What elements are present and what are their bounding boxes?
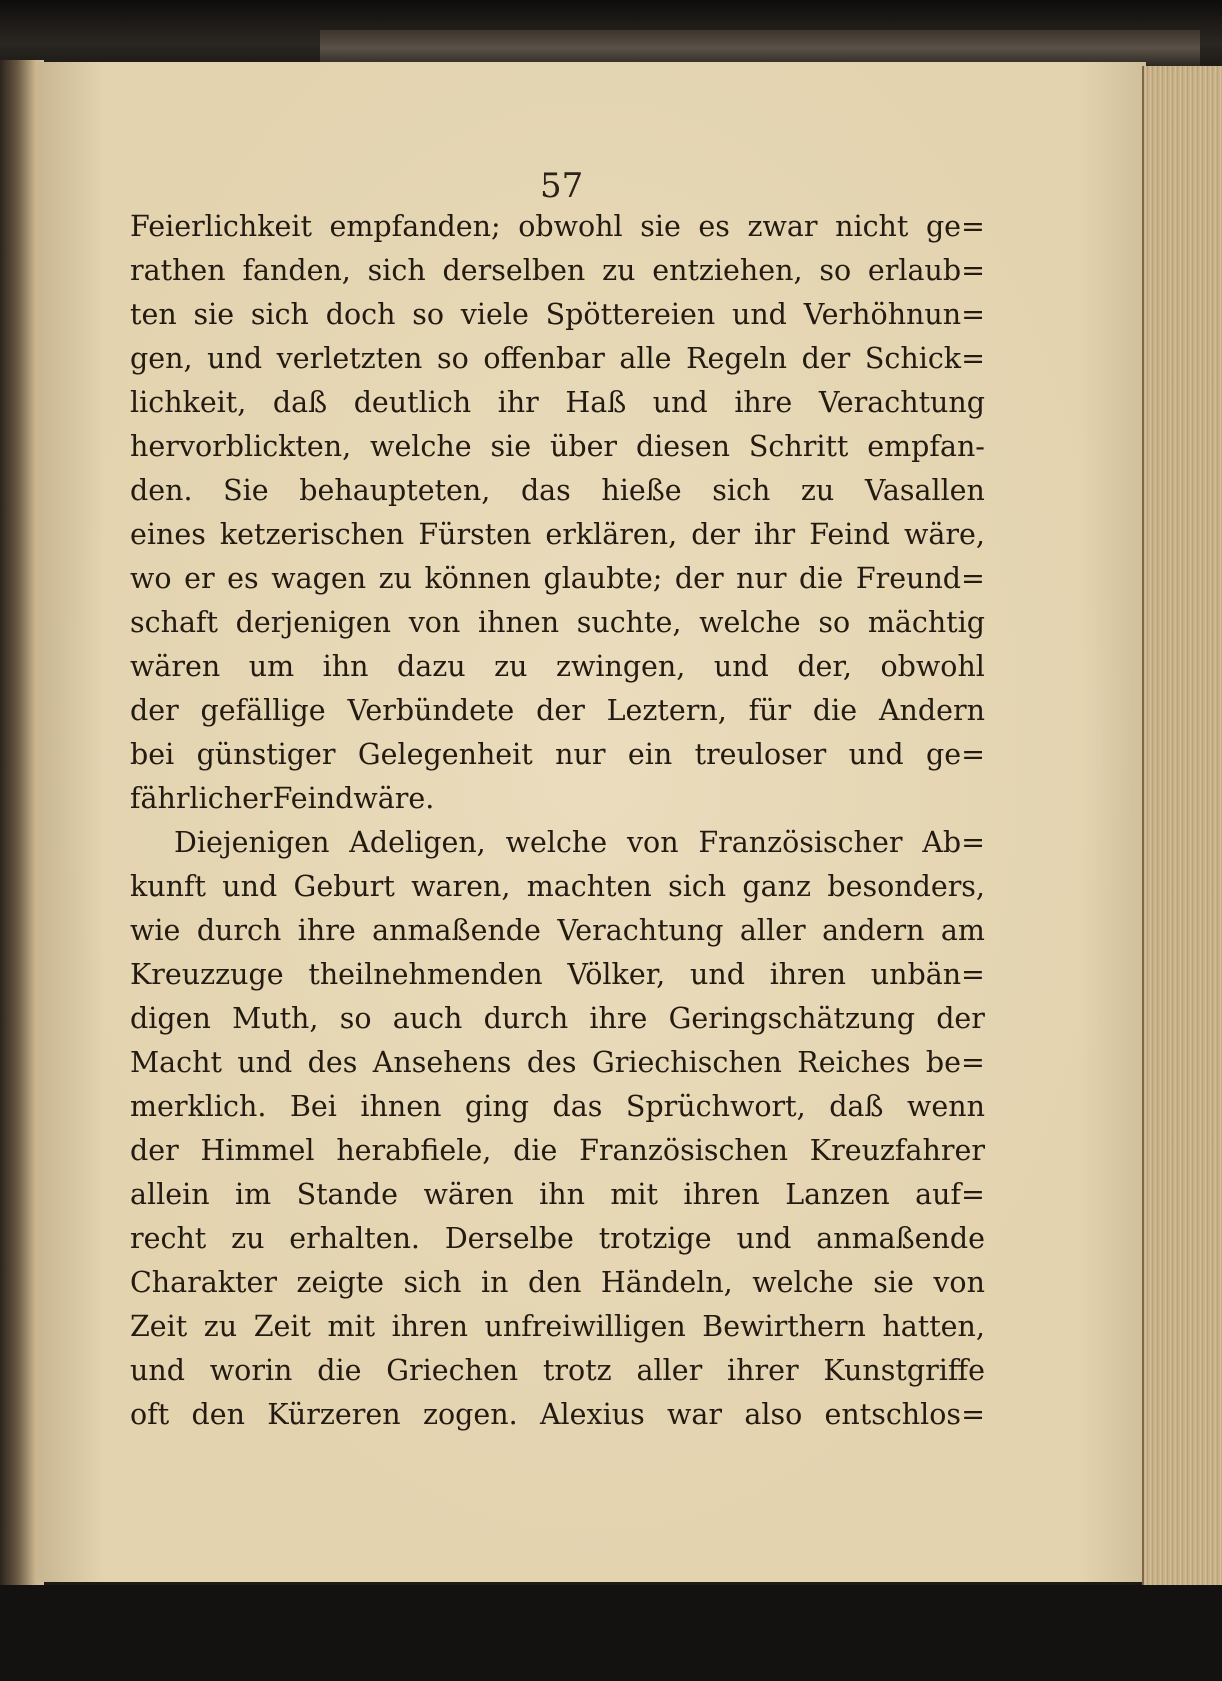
word: Sie bbox=[223, 474, 269, 507]
word: empfanden; bbox=[329, 210, 501, 243]
word: derselben bbox=[442, 254, 586, 287]
word: Kürzeren bbox=[267, 1398, 401, 1431]
word: fährlicher bbox=[130, 782, 273, 815]
word: wagen bbox=[271, 562, 367, 595]
text-line bbox=[130, 1217, 985, 1261]
text-line bbox=[130, 909, 985, 953]
word: hervorblickten, bbox=[130, 430, 352, 463]
word: treuloser bbox=[694, 738, 827, 771]
word: der, bbox=[797, 650, 852, 683]
word: hieße bbox=[601, 474, 682, 507]
word: so bbox=[819, 254, 852, 287]
word: die bbox=[513, 1134, 558, 1167]
text-line bbox=[130, 601, 985, 645]
text-line bbox=[130, 689, 985, 733]
word: den bbox=[191, 1398, 245, 1431]
word: waren, bbox=[411, 870, 511, 903]
word: mit bbox=[610, 1178, 658, 1211]
text-line bbox=[130, 645, 985, 689]
bottom-shadow bbox=[0, 1585, 1222, 1681]
word: wäre. bbox=[353, 782, 435, 815]
word: anmaßende bbox=[816, 1222, 985, 1255]
word: der bbox=[691, 518, 740, 551]
word: wie bbox=[130, 914, 181, 947]
word: daß bbox=[829, 1090, 884, 1123]
word: und bbox=[848, 738, 904, 771]
word: welche bbox=[699, 606, 801, 639]
word: zu bbox=[378, 562, 412, 595]
word: der bbox=[936, 1002, 985, 1035]
word: aller bbox=[636, 1354, 703, 1387]
word: des bbox=[526, 1046, 577, 1079]
word: unfreiwilligen bbox=[484, 1310, 686, 1343]
word: Zeit bbox=[130, 1310, 188, 1343]
word: so bbox=[818, 606, 851, 639]
word: durch bbox=[483, 1002, 569, 1035]
word: wäre, bbox=[904, 518, 985, 551]
word: Verachtung bbox=[818, 386, 985, 419]
word: Haß bbox=[565, 386, 627, 419]
word: daß bbox=[272, 386, 328, 419]
word: herabfiele, bbox=[336, 1134, 492, 1167]
page-number: 57 bbox=[540, 166, 584, 206]
word: unbän= bbox=[870, 958, 985, 991]
word: offenbar bbox=[483, 342, 605, 375]
word: nicht bbox=[835, 210, 909, 243]
word: den bbox=[527, 1266, 582, 1299]
word: eines bbox=[130, 518, 206, 551]
word: Stande bbox=[296, 1178, 399, 1211]
word: sie bbox=[640, 210, 681, 243]
word: Alexius bbox=[539, 1398, 645, 1431]
word: Himmel bbox=[200, 1134, 315, 1167]
word: sich bbox=[712, 474, 771, 507]
word: entschlos= bbox=[824, 1398, 985, 1431]
word: und bbox=[736, 1222, 792, 1255]
word: Diejenigen bbox=[174, 826, 330, 859]
word: um bbox=[248, 650, 295, 683]
word: entziehen, bbox=[652, 254, 803, 287]
word: in bbox=[481, 1266, 509, 1299]
word: ganz bbox=[742, 870, 812, 903]
word: obwohl bbox=[518, 210, 623, 243]
word: wenn bbox=[907, 1090, 985, 1123]
word: und bbox=[652, 386, 708, 419]
word: ging bbox=[464, 1090, 529, 1123]
word: die bbox=[799, 562, 844, 595]
word: Verbündete bbox=[347, 694, 515, 727]
word: viele bbox=[460, 298, 529, 331]
word: es bbox=[227, 562, 259, 595]
word: Kreuzfahrer bbox=[809, 1134, 985, 1167]
word: Freund= bbox=[855, 562, 985, 595]
word: Feind bbox=[272, 782, 354, 815]
word: erklären, bbox=[545, 518, 678, 551]
word: zeigte bbox=[296, 1266, 385, 1299]
word: den. bbox=[130, 474, 193, 507]
text-line bbox=[130, 1085, 985, 1129]
word: zwingen, bbox=[555, 650, 686, 683]
text-line bbox=[130, 557, 985, 601]
word: und bbox=[207, 342, 263, 375]
word: Muth, bbox=[232, 1002, 319, 1035]
word: oft bbox=[130, 1398, 170, 1431]
word: welche bbox=[752, 1266, 854, 1299]
word: zu bbox=[602, 254, 636, 287]
text-line bbox=[130, 337, 985, 381]
word: Händeln, bbox=[600, 1266, 733, 1299]
word: Verachtung bbox=[557, 914, 724, 947]
word: Geringschätzung bbox=[668, 1002, 915, 1035]
word: Bei bbox=[289, 1090, 337, 1123]
word: ihren bbox=[391, 1310, 468, 1343]
word: welche bbox=[505, 826, 608, 859]
word: so bbox=[339, 1002, 372, 1035]
text-line bbox=[130, 381, 985, 425]
word: ein bbox=[627, 738, 673, 771]
word: zu bbox=[231, 1222, 265, 1255]
word: die bbox=[812, 694, 858, 727]
word: mit bbox=[327, 1310, 376, 1343]
word: der bbox=[130, 1134, 179, 1167]
word: und bbox=[689, 958, 745, 991]
text-line bbox=[130, 1349, 985, 1393]
word: auch bbox=[392, 1002, 463, 1035]
word: ten bbox=[130, 298, 177, 331]
word: zogen. bbox=[422, 1398, 518, 1431]
word: merklich. bbox=[130, 1090, 267, 1123]
word: ihnen bbox=[360, 1090, 442, 1123]
word: das bbox=[552, 1090, 603, 1123]
word: ihr bbox=[754, 518, 796, 551]
word: und bbox=[130, 1354, 185, 1387]
word: welche bbox=[370, 430, 472, 463]
word: ge= bbox=[925, 738, 985, 771]
word: zu bbox=[494, 650, 528, 683]
word: sich bbox=[403, 1266, 462, 1299]
text-line bbox=[130, 1305, 985, 1349]
word: Schick= bbox=[864, 342, 985, 375]
text-line bbox=[130, 953, 985, 997]
word: im bbox=[235, 1178, 272, 1211]
text-line bbox=[130, 1261, 985, 1305]
word: Zeit bbox=[253, 1310, 311, 1343]
word: über bbox=[549, 430, 618, 463]
word: von bbox=[626, 826, 679, 859]
text-line bbox=[130, 821, 985, 865]
word: der bbox=[536, 694, 585, 727]
word: ge= bbox=[925, 210, 985, 243]
word: er bbox=[184, 562, 215, 595]
word: wären bbox=[423, 1178, 514, 1211]
word: ihnen bbox=[478, 606, 560, 639]
word: besonders, bbox=[827, 870, 985, 903]
word: können bbox=[424, 562, 531, 595]
body-text bbox=[130, 205, 985, 1437]
word: und bbox=[222, 870, 278, 903]
text-line bbox=[130, 1041, 985, 1085]
word: ihn bbox=[539, 1178, 585, 1211]
word: Gelegenheit bbox=[357, 738, 533, 771]
word: Spöttereien bbox=[545, 298, 716, 331]
word: der bbox=[674, 562, 724, 595]
word: sich bbox=[250, 298, 309, 331]
word: digen bbox=[130, 1002, 211, 1035]
text-line bbox=[130, 1173, 985, 1217]
word: bei bbox=[130, 738, 175, 771]
word: sie bbox=[193, 298, 235, 331]
word: ihre bbox=[734, 386, 793, 419]
word: der bbox=[130, 694, 179, 727]
word: also bbox=[744, 1398, 803, 1431]
word: Ab= bbox=[922, 826, 985, 859]
word: Völker, bbox=[567, 958, 666, 991]
word: Regeln bbox=[686, 342, 787, 375]
word: Derselbe bbox=[444, 1222, 574, 1255]
word: behaupteten, bbox=[299, 474, 491, 507]
word: zu bbox=[203, 1310, 238, 1343]
word: anmaßende bbox=[372, 914, 541, 947]
word: andern bbox=[822, 914, 925, 947]
word: Vasallen bbox=[864, 474, 985, 507]
word: Sprüchwort, bbox=[625, 1090, 806, 1123]
word: dazu bbox=[396, 650, 466, 683]
word: durch bbox=[196, 914, 282, 947]
text-line bbox=[130, 777, 985, 821]
word: Kreuzzuge bbox=[130, 958, 284, 991]
page-fore-edge bbox=[1142, 66, 1222, 1606]
text-line bbox=[130, 249, 985, 293]
word: Lanzen bbox=[785, 1178, 890, 1211]
word: diesen bbox=[635, 430, 731, 463]
text-line bbox=[130, 293, 985, 337]
word: ihr bbox=[497, 386, 539, 419]
word: Verhöhnun= bbox=[803, 298, 985, 331]
word: Reiches bbox=[797, 1046, 911, 1079]
word: gen, bbox=[130, 342, 193, 375]
word: worin bbox=[209, 1354, 293, 1387]
word: sie bbox=[873, 1266, 914, 1299]
word: be= bbox=[925, 1046, 985, 1079]
word: Kunstgriffe bbox=[823, 1354, 985, 1387]
word: aller bbox=[739, 914, 806, 947]
text-line bbox=[130, 997, 985, 1041]
word: von bbox=[408, 606, 461, 639]
word: hatten, bbox=[882, 1310, 985, 1343]
word: allein bbox=[130, 1178, 210, 1211]
word: suchte, bbox=[576, 606, 682, 639]
word: obwohl bbox=[880, 650, 985, 683]
word: deutlich bbox=[353, 386, 472, 419]
word: günstiger bbox=[196, 738, 336, 771]
word: war bbox=[667, 1398, 723, 1431]
word: so bbox=[412, 298, 445, 331]
word: für bbox=[748, 694, 792, 727]
text-line bbox=[130, 425, 985, 469]
word: Geburt bbox=[293, 870, 395, 903]
word: Französischer bbox=[698, 826, 903, 859]
word: sie bbox=[490, 430, 532, 463]
word: verletzten bbox=[276, 342, 423, 375]
word: und bbox=[731, 298, 787, 331]
word: des bbox=[307, 1046, 358, 1079]
word: die bbox=[317, 1354, 362, 1387]
word: trotzige bbox=[598, 1222, 712, 1255]
word: Fürsten bbox=[418, 518, 532, 551]
word: sich bbox=[668, 870, 727, 903]
word: Charakter bbox=[130, 1266, 277, 1299]
word: erlaub= bbox=[867, 254, 985, 287]
word: rathen bbox=[130, 254, 226, 287]
word: zu bbox=[800, 474, 835, 507]
word: ihre bbox=[297, 914, 356, 947]
word: Französischen bbox=[579, 1134, 788, 1167]
word: ihren bbox=[769, 958, 847, 991]
word: Andern bbox=[878, 694, 985, 727]
word: derjenigen bbox=[235, 606, 391, 639]
word: und bbox=[713, 650, 769, 683]
word: nur bbox=[555, 738, 606, 771]
word: Schritt bbox=[748, 430, 849, 463]
word: theilnehmenden bbox=[308, 958, 543, 991]
word: und bbox=[237, 1046, 293, 1079]
word: mächtig bbox=[867, 606, 985, 639]
word: Bewirthern bbox=[702, 1310, 866, 1343]
word: so bbox=[436, 342, 469, 375]
text-line bbox=[130, 1393, 985, 1437]
word: erhalten. bbox=[289, 1222, 420, 1255]
word: sich bbox=[367, 254, 426, 287]
word: alle bbox=[619, 342, 672, 375]
text-line bbox=[130, 205, 985, 249]
word: ihre bbox=[589, 1002, 648, 1035]
word: kunft bbox=[130, 870, 206, 903]
word: doch bbox=[325, 298, 396, 331]
word: Ansehens bbox=[372, 1046, 512, 1079]
word: recht bbox=[130, 1222, 207, 1255]
word: ihn bbox=[322, 650, 369, 683]
word: fanden, bbox=[242, 254, 351, 287]
word: gefällige bbox=[200, 694, 326, 727]
word: wo bbox=[130, 562, 172, 595]
word: glaubte; bbox=[543, 562, 663, 595]
word: Feierlichkeit bbox=[130, 210, 312, 243]
word: ihren bbox=[683, 1178, 760, 1211]
word: Griechischen bbox=[591, 1046, 782, 1079]
text-line bbox=[130, 469, 985, 513]
word: der bbox=[801, 342, 851, 375]
word: empfan- bbox=[867, 430, 985, 463]
word: nur bbox=[736, 562, 787, 595]
word: zwar bbox=[747, 210, 818, 243]
word: auf= bbox=[915, 1178, 985, 1211]
word: ketzerischen bbox=[219, 518, 405, 551]
word: Adeligen, bbox=[349, 826, 486, 859]
word: schaft bbox=[130, 606, 218, 639]
spine-binding-strip bbox=[320, 30, 1200, 66]
word: Leztern, bbox=[606, 694, 727, 727]
text-line bbox=[130, 733, 985, 777]
word: es bbox=[698, 210, 730, 243]
word: Macht bbox=[130, 1046, 222, 1079]
word: das bbox=[520, 474, 571, 507]
word: wären bbox=[130, 650, 221, 683]
word: trotz bbox=[542, 1354, 612, 1387]
word: lichkeit, bbox=[130, 386, 247, 419]
text-line bbox=[130, 513, 985, 557]
word: Griechen bbox=[386, 1354, 519, 1387]
text-line bbox=[130, 1129, 985, 1173]
word: Feind bbox=[809, 518, 890, 551]
word: am bbox=[940, 914, 985, 947]
word: von bbox=[933, 1266, 985, 1299]
word: machten bbox=[526, 870, 652, 903]
text-line bbox=[130, 865, 985, 909]
word: ihrer bbox=[727, 1354, 799, 1387]
